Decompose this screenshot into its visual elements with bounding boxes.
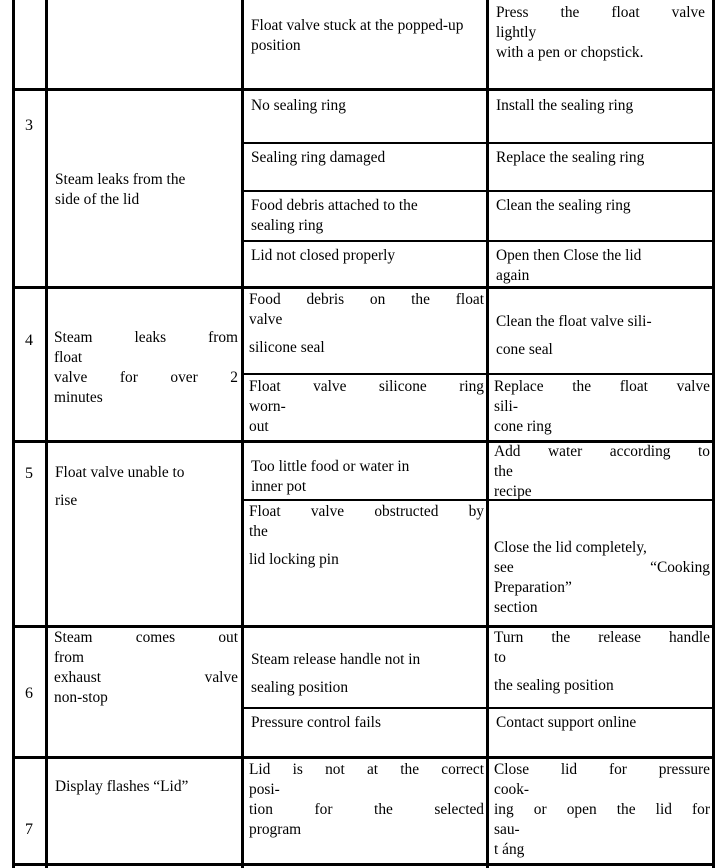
row-3-item-3-cause: [244, 244, 484, 268]
row-6-item-0-solution-line-4: the sealing position: [494, 676, 614, 694]
row-4-item-0-solution-line-3: cone seal: [496, 340, 553, 358]
row-7-item-0-cause: [244, 760, 484, 840]
row-4-item-0-solution-line-1: Clean the float valve sili-: [496, 313, 652, 330]
row-6-problem-line-3: exhaust valve: [54, 669, 238, 687]
row-6-number: 6: [25, 685, 33, 702]
row-7-item-0-solution-line-5: t áng: [494, 841, 525, 859]
row-3-item-2-cause-line-2: sealing ring: [251, 217, 324, 235]
subrow-separator-6a: [241, 707, 712, 709]
continued-solution-line-2: lightly: [496, 24, 537, 42]
row-4-item-1-cause-line-1: Float valve silicone ring: [249, 378, 484, 395]
row-3-item-2-solution: [489, 194, 710, 218]
row-5-item-1-cause: [244, 502, 484, 570]
row-4-item-1-solution-line-1: Replace the float valve: [494, 378, 710, 395]
row-4-item-1-solution: [489, 377, 710, 437]
row-4-problem-line-4: minutes: [54, 389, 103, 407]
row-3-item-2-cause: [244, 194, 484, 238]
subrow-separator-3c: [241, 240, 712, 242]
row-separator-7: [12, 756, 712, 759]
row-3-item-2-solution-line-1: Clean the sealing ring: [496, 197, 631, 214]
row-5-problem-line-3: rise: [55, 491, 78, 509]
row-6-item-1-cause-line-1: Pressure control fails: [251, 714, 381, 731]
table-border-bottom: [12, 863, 712, 866]
row-5-item-0-cause-line-1: Too little food or water in: [251, 458, 410, 475]
row-5-item-1-cause-line-1: Float valve obstructed by: [249, 503, 484, 520]
row-5-item-0-solution-line-2: the: [494, 463, 513, 481]
row-3-item-1-cause-line-1: Sealing ring damaged: [251, 149, 386, 166]
row-3-problem-line-2: side of the lid: [55, 191, 140, 209]
row-7-problem-line-1: Display flashes “Lid”: [55, 778, 189, 795]
row-3-item-0-cause: [244, 94, 484, 118]
row-4-item-0-cause: [244, 290, 484, 358]
row-4-problem-line-2: float: [54, 349, 83, 367]
row-4-problem-cell: [48, 328, 238, 408]
row-5-problem-line-1: Float valve unable to: [55, 464, 185, 481]
row-5-item-0-cause: [244, 455, 484, 499]
row-3-item-3-solution-line-2: again: [496, 267, 530, 285]
row-5-number: 5: [25, 465, 33, 482]
row-4-problem-line-1: Steam leaks from: [54, 329, 238, 346]
row-7-number: 7: [25, 821, 33, 838]
row-5-item-0-solution-line-3: recipe: [494, 483, 532, 501]
row-6-item-0-cause-line-3: sealing position: [251, 678, 349, 696]
row-4-item-0-solution: [489, 310, 710, 362]
subrow-separator-3a: [241, 142, 712, 144]
row-4-item-1-cause: [244, 377, 484, 437]
row-3-number: 3: [25, 117, 33, 134]
row-4-item-0-cause-line-1: Food debris on the float: [249, 291, 484, 308]
row-3-item-0-solution: [489, 94, 710, 118]
continued-solution-line-3: with a pen or chopstick.: [496, 44, 644, 62]
row-4-item-0-solution-gap: [496, 332, 705, 340]
row-5-item-1-cause-line-2: the: [249, 523, 268, 541]
row-7-item-0-cause-line-4: program: [249, 821, 302, 839]
row-4-item-1-cause-line-2: worn-: [249, 398, 286, 416]
continued-solution-cell: [489, 1, 710, 65]
row-7-item-0-solution-line-3: ing or open the lid for: [494, 801, 710, 819]
row-5-item-1-solution-line-4: section: [494, 599, 538, 617]
row-3-item-1-solution: [489, 146, 710, 170]
row-4-item-0-cause-gap: [249, 330, 484, 338]
row-6-item-0-solution-line-1: Turn the release handle: [494, 629, 710, 646]
row-3-item-0-solution-line-1: Install the sealing ring: [496, 97, 634, 114]
row-3-item-3-solution-line-1: Open then Close the lid: [496, 247, 642, 264]
row-3-item-1-cause: [244, 146, 484, 170]
row-4-item-1-solution-line-3: cone ring: [494, 418, 552, 436]
row-7-item-0-cause-line-1: Lid is not at the correct: [249, 761, 484, 778]
row-5-problem-gap: [55, 483, 235, 491]
row-3-item-3-solution: [489, 244, 710, 288]
row-6-item-0-cause: [244, 648, 484, 700]
row-3-problem-line-1: Steam leaks from the: [55, 171, 186, 188]
row-5-item-1-cause-line-4: lid locking pin: [249, 550, 339, 568]
row-6-item-0-solution-gap: [494, 668, 710, 676]
row-5-item-1-solution-line-2: see “Cooking: [494, 559, 710, 577]
row-5-item-0-solution-line-1: Add water according to: [494, 443, 710, 460]
row-4-number: 4: [25, 332, 33, 349]
row-4-item-0-cause-line-2: valve: [249, 311, 283, 329]
row-5-item-0-solution: [489, 442, 710, 502]
subrow-separator-3b: [241, 190, 712, 192]
row-7-item-0-cause-line-3: tion for the selected: [249, 801, 484, 819]
row-7-item-0-solution: [489, 760, 710, 860]
row-6-item-1-cause: [244, 711, 484, 735]
row-5-problem-cell: [48, 461, 240, 513]
row-3-problem-cell: [48, 168, 240, 212]
table-border-right: [712, 0, 715, 868]
row-6-item-0-solution: [489, 628, 710, 696]
row-6-item-0-solution-line-2: to: [494, 649, 506, 667]
row-7-item-0-cause-line-2: posi-: [249, 781, 280, 799]
row-4-item-1-cause-line-3: out: [249, 418, 269, 436]
row-6-problem-cell: [48, 628, 238, 708]
row-6-problem-line-1: Steam comes out: [54, 629, 238, 646]
continued-cause-text: Float valve stuck at the popped-up position: [251, 17, 464, 55]
row-4-problem-line-3: valve for over 2: [54, 369, 238, 387]
row-3-item-1-solution-line-1: Replace the sealing ring: [496, 149, 645, 166]
row-5-item-1-solution-line-3: Preparation”: [494, 579, 572, 597]
row-6-problem-line-4: non-stop: [54, 689, 108, 707]
row-3-item-3-cause-line-1: Lid not closed properly: [251, 247, 396, 264]
row-6-problem-line-2: from: [54, 649, 84, 667]
row-5-item-1-solution-line-1: Close the lid completely,: [494, 539, 647, 556]
row-4-item-0-cause-line-4: silicone seal: [249, 338, 325, 356]
row-7-item-0-solution-line-2: cook-: [494, 781, 530, 799]
row-5-item-1-solution: [489, 538, 710, 618]
row-5-item-1-cause-gap: [249, 542, 484, 550]
row-7-item-0-solution-line-4: sau-: [494, 821, 520, 839]
row-7-problem-cell: [48, 775, 240, 799]
row-5-item-0-cause-line-2: inner pot: [251, 478, 307, 496]
continued-cause-cell: [244, 14, 484, 58]
row-separator-3: [12, 88, 712, 91]
row-6-item-0-cause-gap: [251, 670, 479, 678]
row-4-item-1-solution-line-2: sili-: [494, 398, 518, 416]
row-3-item-0-cause-line-1: No sealing ring: [251, 97, 346, 114]
row-6-item-0-cause-line-1: Steam release handle not in: [251, 651, 421, 668]
row-6-item-1-solution: [489, 711, 710, 735]
row-3-item-2-cause-line-1: Food debris attached to the: [251, 197, 418, 214]
subrow-separator-4a: [241, 373, 712, 375]
row-7-item-0-solution-line-1: Close lid for pressure: [494, 761, 710, 778]
row-6-item-1-solution-line-1: Contact support online: [496, 714, 637, 731]
continued-solution-line-1: Press the float valve: [496, 4, 705, 21]
table-border-col1: [45, 0, 48, 868]
